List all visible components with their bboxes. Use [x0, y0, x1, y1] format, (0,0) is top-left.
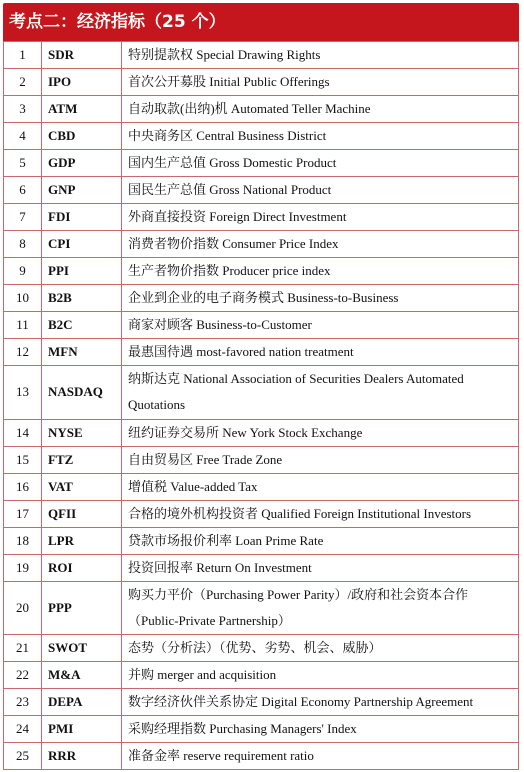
definition: 数字经济伙伴关系协定 Digital Economy Partnership Agreement — [122, 689, 519, 716]
abbreviation: CPI — [42, 231, 122, 258]
row-number: 6 — [4, 177, 42, 204]
definition: 自动取款(出纳)机 Automated Teller Machine — [122, 96, 519, 123]
table-row — [4, 473, 519, 500]
table-row — [4, 231, 519, 258]
abbreviation: MFN — [42, 339, 122, 366]
table-row — [4, 743, 519, 770]
row-number: 8 — [4, 231, 42, 258]
indicator-table — [3, 41, 519, 770]
table-row — [4, 662, 519, 689]
table-row — [4, 689, 519, 716]
definition: 合格的境外机构投资者 Qualified Foreign Institutional Investors — [122, 500, 519, 527]
abbreviation: GNP — [42, 177, 122, 204]
definition: 贷款市场报价利率 Loan Prime Rate — [122, 527, 519, 554]
definition: 准备金率 reserve requirement ratio — [122, 743, 519, 770]
abbreviation: FDI — [42, 204, 122, 231]
row-number: 12 — [4, 339, 42, 366]
abbreviation: B2C — [42, 312, 122, 339]
indicator-table-card — [3, 3, 519, 768]
definition: 最惠国待遇 most-favored nation treatment — [122, 339, 519, 366]
abbreviation: VAT — [42, 473, 122, 500]
abbreviation: B2B — [42, 285, 122, 312]
table-row — [4, 285, 519, 312]
definition: 生产者物价指数 Producer price index — [122, 258, 519, 285]
table-row — [4, 177, 519, 204]
definition: 企业到企业的电子商务模式 Business-to-Business — [122, 285, 519, 312]
table-row — [4, 69, 519, 96]
row-number: 9 — [4, 258, 42, 285]
table-row — [4, 635, 519, 662]
definition: 外商直接投资 Foreign Direct Investment — [122, 204, 519, 231]
definition: 投资回报率 Return On Investment — [122, 554, 519, 581]
definition: 中央商务区 Central Business District — [122, 123, 519, 150]
table-row — [4, 96, 519, 123]
abbreviation: IPO — [42, 69, 122, 96]
table-row — [4, 366, 519, 420]
abbreviation: PPI — [42, 258, 122, 285]
row-number: 17 — [4, 500, 42, 527]
abbreviation: ATM — [42, 96, 122, 123]
row-number: 15 — [4, 446, 42, 473]
definition: 消费者物价指数 Consumer Price Index — [122, 231, 519, 258]
abbreviation: FTZ — [42, 446, 122, 473]
table-row — [4, 42, 519, 69]
table-row — [4, 527, 519, 554]
row-number: 25 — [4, 743, 42, 770]
definition: 纽约证券交易所 New York Stock Exchange — [122, 419, 519, 446]
abbreviation: DEPA — [42, 689, 122, 716]
definition: 采购经理指数 Purchasing Managers' Index — [122, 716, 519, 743]
abbreviation: PPP — [42, 581, 122, 635]
row-number: 7 — [4, 204, 42, 231]
row-number: 1 — [4, 42, 42, 69]
definition: 国民生产总值 Gross National Product — [122, 177, 519, 204]
table-row — [4, 123, 519, 150]
abbreviation: QFII — [42, 500, 122, 527]
abbreviation: NYSE — [42, 419, 122, 446]
definition: 纳斯达克 National Association of Securities Dealers Automated Quotations — [122, 366, 519, 420]
row-number: 21 — [4, 635, 42, 662]
row-number: 10 — [4, 285, 42, 312]
row-number: 20 — [4, 581, 42, 635]
table-row — [4, 500, 519, 527]
table-row — [4, 204, 519, 231]
definition: 并购 merger and acquisition — [122, 662, 519, 689]
row-number: 22 — [4, 662, 42, 689]
definition: 首次公开募股 Initial Public Offerings — [122, 69, 519, 96]
abbreviation: SDR — [42, 42, 122, 69]
row-number: 3 — [4, 96, 42, 123]
abbreviation: CBD — [42, 123, 122, 150]
definition: 国内生产总值 Gross Domestic Product — [122, 150, 519, 177]
row-number: 5 — [4, 150, 42, 177]
abbreviation: RRR — [42, 743, 122, 770]
table-row — [4, 312, 519, 339]
row-number: 24 — [4, 716, 42, 743]
table-row — [4, 446, 519, 473]
abbreviation: LPR — [42, 527, 122, 554]
definition: 自由贸易区 Free Trade Zone — [122, 446, 519, 473]
row-number: 23 — [4, 689, 42, 716]
row-number: 11 — [4, 312, 42, 339]
table-row — [4, 581, 519, 635]
row-number: 18 — [4, 527, 42, 554]
row-number: 14 — [4, 419, 42, 446]
definition: 增值税 Value-added Tax — [122, 473, 519, 500]
table-row — [4, 258, 519, 285]
row-number: 19 — [4, 554, 42, 581]
abbreviation: NASDAQ — [42, 366, 122, 420]
table-row — [4, 419, 519, 446]
definition: 商家对顾客 Business-to-Customer — [122, 312, 519, 339]
row-number: 16 — [4, 473, 42, 500]
abbreviation: PMI — [42, 716, 122, 743]
table-row — [4, 150, 519, 177]
table-title: 考点二：经济指标（25 个） — [3, 3, 519, 41]
abbreviation: M&A — [42, 662, 122, 689]
row-number: 4 — [4, 123, 42, 150]
table-row — [4, 716, 519, 743]
row-number: 13 — [4, 366, 42, 420]
definition: 购买力平价（Purchasing Power Parity）/政府和社会资本合作（Public-Private Partnership） — [122, 581, 519, 635]
table-row — [4, 554, 519, 581]
abbreviation: SWOT — [42, 635, 122, 662]
table-row — [4, 339, 519, 366]
abbreviation: ROI — [42, 554, 122, 581]
abbreviation: GDP — [42, 150, 122, 177]
definition: 态势（分析法）（优势、劣势、机会、威胁） — [122, 635, 519, 662]
definition: 特别提款权 Special Drawing Rights — [122, 42, 519, 69]
row-number: 2 — [4, 69, 42, 96]
